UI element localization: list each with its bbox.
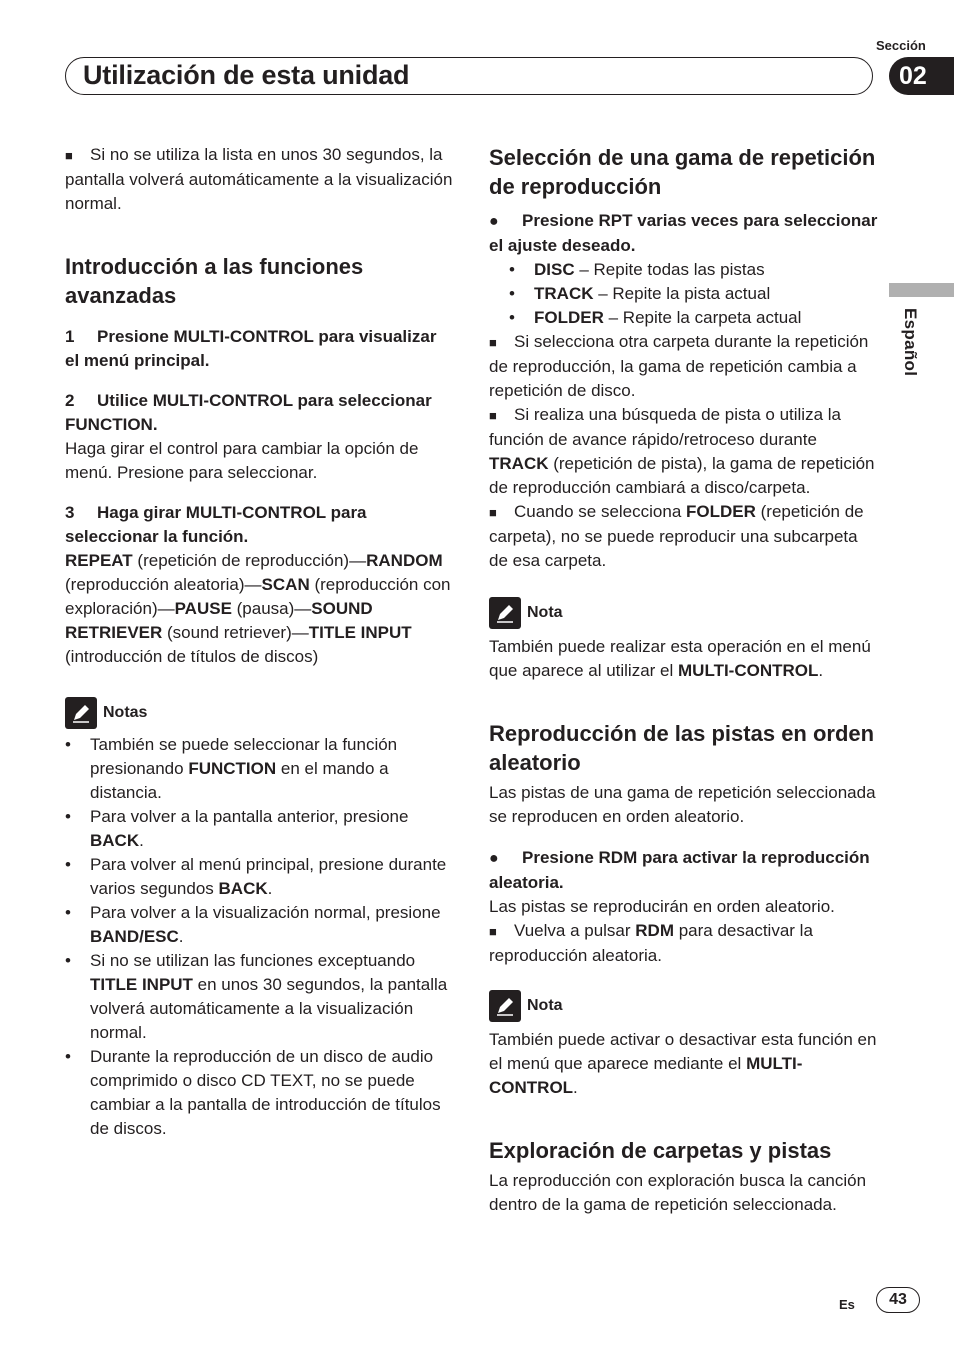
language-tab-bar [889, 283, 954, 297]
scan-text: La reproducción con exploración busca la canción dentro de la gama de repetición seleccionada. [489, 1171, 867, 1214]
section-heading-random: Reproducción de las pistas en orden aleatorio [489, 721, 875, 775]
repeat-step: ● Presione RPT varias veces para seleccionar el ajuste deseado. [489, 211, 878, 255]
right-column [489, 143, 879, 1217]
random-step: ● Presione RDM para activar la reproducción aleatoria. [489, 848, 870, 892]
round-bullet-icon: ● [489, 213, 499, 230]
list-item: • Si no se utilizan las funciones exceptuando TITLE INPUT en unos 30 segundos, la pantalla volverá automáticamente a la visualización normal. [65, 949, 455, 1045]
list-item: • También se puede seleccionar la función presionando FUNCTION en el mando a distancia. [65, 733, 455, 805]
list-item: • TRACK – Repite la pista actual [509, 282, 879, 306]
random-desc: Las pistas se reproducirán en orden aleatorio. [489, 897, 835, 916]
step-2-desc: Haga girar el control para cambiar la opción de menú. Presione para seleccionar. [65, 439, 419, 482]
square-bullet-icon: ■ [65, 148, 73, 163]
page-number: 43 [876, 1287, 920, 1313]
note-title: Nota [527, 997, 563, 1014]
list-item: • Durante la reproducción de un disco de audio comprimido o disco CD TEXT, no se puede cambiar a la pantalla de introducción de títulos de discos. [65, 1045, 455, 1141]
repeat-note-text: También puede realizar esta operación en el menú que aparece al utilizar el MULTI-CONTROL. [489, 637, 871, 680]
square-bullet-icon: ■ [489, 505, 497, 520]
random-note-header [489, 990, 879, 1022]
list-item: • Para volver a la pantalla anterior, presione BACK. [65, 805, 455, 853]
repeat-remark: ■ Si selecciona otra carpeta durante la repetición de reproducción, la gama de repetición cambia a repetición de disco. [489, 332, 869, 400]
pencil-note-icon [65, 697, 97, 729]
repeat-note-header [489, 597, 879, 629]
square-bullet-icon: ■ [489, 335, 497, 350]
section-label: Sección [876, 38, 926, 53]
pencil-note-icon [489, 597, 521, 629]
step-2: 2 Utilice MULTI-CONTROL para seleccionar FUNCTION. [65, 391, 432, 434]
language-tab-label: Español [901, 308, 920, 377]
footer-language-code: Es [839, 1297, 855, 1312]
section-number: 02 [889, 57, 954, 95]
square-bullet-icon: ■ [489, 924, 497, 939]
notes-list [65, 733, 455, 1141]
pencil-note-icon [489, 990, 521, 1022]
repeat-remark: ■ Cuando se selecciona FOLDER (repetición de carpeta), no se puede reproducir una subcarpeta de esa carpeta. [489, 502, 864, 570]
square-bullet-icon: ■ [489, 408, 497, 423]
random-note-text: También puede activar o desactivar esta función en el menú que aparece mediante el MULTI-CONTROL. [489, 1030, 877, 1097]
page-title: Utilización de esta unidad [83, 60, 410, 90]
list-item: • Para volver al menú principal, presione durante varios segundos BACK. [65, 853, 455, 901]
notes-title: Notas [103, 704, 148, 721]
round-bullet-icon: ● [489, 850, 499, 867]
step-1: 1 Presione MULTI-CONTROL para visualizar el menú principal. [65, 327, 437, 370]
list-item: • FOLDER – Repite la carpeta actual [509, 306, 879, 330]
list-item: • Para volver a la visualización normal, presione BAND/ESC. [65, 901, 455, 949]
notes-header [65, 697, 455, 729]
intro-note: ■ Si no se utiliza la lista en unos 30 segundos, la pantalla volverá automáticamente a la visualización normal. [65, 145, 453, 213]
random-remark: ■ Vuelva a pulsar RDM para desactivar la reproducción aleatoria. [489, 921, 813, 965]
section-heading-scan: Exploración de carpetas y pistas [489, 1138, 832, 1163]
note-title: Nota [527, 604, 563, 621]
left-column [65, 143, 455, 1141]
repeat-options [489, 258, 879, 330]
step-3: 3 Haga girar MULTI-CONTROL para seleccionar la función. [65, 503, 367, 546]
list-item: • DISC – Repite todas las pistas [509, 258, 879, 282]
function-list: REPEAT (repetición de reproducción)—RANDOM (reproducción aleatoria)—SCAN (reproducción con exploración)—PAUSE (pausa)—SOUND RETRIEVER (sound retriever)—TITLE INPUT (introducción de títulos de discos) [65, 551, 451, 666]
section-heading-repeat: Selección de una gama de repetición de reproducción [489, 145, 876, 199]
section-heading-advanced: Introducción a las funciones avanzadas [65, 254, 364, 308]
repeat-remark: ■ Si realiza una búsqueda de pista o utiliza la función de avance rápido/retroceso durante TRACK (repetición de pista), la gama de repetición de reproducción cambiará a disco/carpeta. [489, 405, 875, 497]
random-intro: Las pistas de una gama de repetición seleccionada se reproducen en orden aleatorio. [489, 783, 876, 826]
